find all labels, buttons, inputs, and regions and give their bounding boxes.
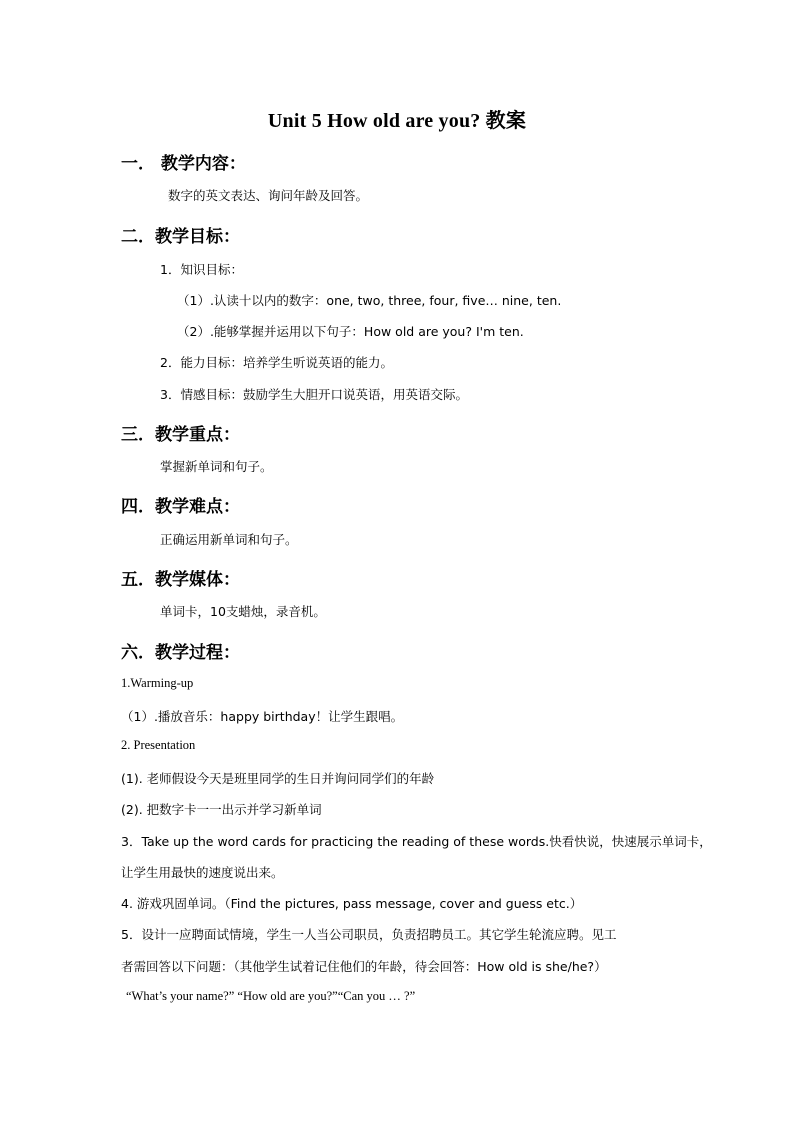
page-title: Unit 5 How old are you? 教案 [267, 110, 527, 132]
section-heading-objectives: 二．教学目标： [121, 227, 240, 247]
process-line-questions: “What’s your name?” “How old are you?”“Can you … ?” [126, 989, 416, 1003]
objective-item-ability: 2．能力目标：培养学生听说英语的能力。 [160, 355, 393, 370]
process-line-interview: 5．设计一应聘面试情境，学生一人当公司职员，负责招聘员工。其它学生轮流应聘。见工 [121, 927, 617, 942]
process-line-interview-cont: 者需回答以下问题：（其他学生试着记住他们的年龄，待会回答：How old is she/he?） [121, 959, 607, 974]
process-line-word-cards: 3．Take up the word cards for practicing the reading of these words.快看快说，快速展示单词卡， [121, 834, 712, 849]
objective-item-emotion: 3．情感目标：鼓励学生大胆开口说英语，用英语交际。 [160, 387, 468, 402]
section-heading-process: 六．教学过程： [121, 643, 240, 663]
section-heading-difficulties: 四．教学难点： [121, 497, 240, 517]
process-line-word-cards-cont: 让学生用最快的速度说出来。 [121, 865, 284, 880]
process-line-birthday: (1). 老师假设今天是班里同学的生日并询问同学们的年龄 [121, 771, 435, 786]
process-line-number-cards: (2). 把数字卡一一出示并学习新单词 [121, 802, 322, 817]
section-body-difficulties: 正确运用新单词和句子。 [160, 532, 298, 547]
process-line-games: 4. 游戏巩固单词。（Find the pictures, pass message, cover and guess etc.） [121, 896, 583, 911]
process-line-music: （1）.播放音乐：happy birthday！让学生跟唱。 [121, 709, 404, 724]
section-heading-key-points: 三．教学重点： [121, 425, 240, 445]
section-heading-content: 一． 教学内容： [121, 154, 246, 174]
objective-subitem-numbers: （1）.认读十以内的数字：one, two, three, four, five… nine, ten. [177, 293, 562, 308]
objective-item-knowledge: 1．知识目标： [160, 262, 243, 277]
process-line-presentation: 2. Presentation [121, 738, 196, 752]
section-body-key-points: 掌握新单词和句子。 [160, 459, 273, 474]
section-heading-media: 五．教学媒体： [121, 570, 240, 590]
objective-subitem-sentences: （2）.能够掌握并运用以下句子：How old are you? I'm ten. [177, 324, 524, 339]
section-body-media: 单词卡，10支蜡烛，录音机。 [160, 604, 326, 619]
process-line-warmup: 1.Warming-up [121, 676, 194, 690]
section-body-content: 数字的英文表达、询问年龄及回答。 [168, 188, 369, 203]
